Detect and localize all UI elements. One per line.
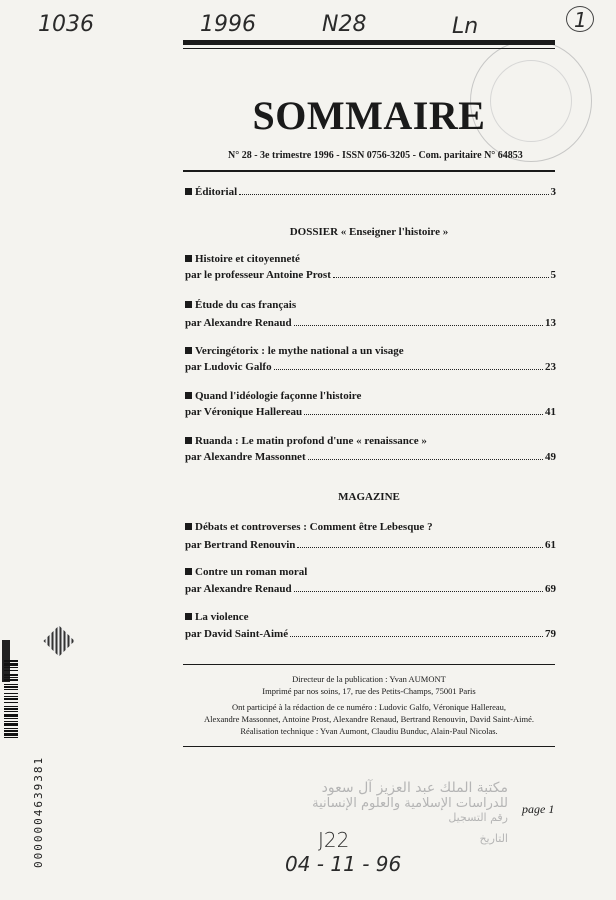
toc-entry-title <box>185 521 433 533</box>
toc-editorial <box>185 186 556 198</box>
barcode-number: 0000004639381 <box>32 755 45 868</box>
dot-leader <box>239 194 548 195</box>
entry-title-text: Débats et controverses : Comment être Lebesque ? <box>195 521 433 533</box>
entry-page: 49 <box>545 451 556 463</box>
bullet-square-icon <box>185 347 192 354</box>
entry-page: 23 <box>545 361 556 373</box>
entry-title-text: La violence <box>195 611 249 623</box>
toc-entry-title <box>185 566 307 578</box>
handwritten-year: 1996 <box>200 12 256 37</box>
stamp-arabic-line-3: رقم التسجيل <box>448 811 508 824</box>
dot-leader <box>297 547 543 548</box>
dot-leader <box>294 325 543 326</box>
toc-entry-author <box>185 269 556 281</box>
toc-entry-title <box>185 390 361 402</box>
stamp-date: 04 - 11 - 96 <box>285 852 402 876</box>
toc-entry-author <box>185 317 556 329</box>
dot-leader <box>294 591 543 592</box>
toc-entry-author <box>185 406 556 418</box>
bullet-square-icon <box>185 255 192 262</box>
toc-entry-title <box>185 299 296 311</box>
toc-entry-author <box>185 539 556 551</box>
credits-block <box>183 673 555 737</box>
bullet-square-icon <box>185 613 192 620</box>
bullet-square-icon <box>185 523 192 530</box>
dot-leader <box>274 369 543 370</box>
logo-diamond-icon <box>43 625 74 656</box>
dossier-heading: DOSSIER « Enseigner l'histoire » <box>289 226 449 238</box>
toc-entry-author <box>185 361 556 373</box>
entry-title-text: Étude du cas français <box>195 299 297 311</box>
entry-author-text: par David Saint-Aimé <box>185 628 289 640</box>
toc-entry-author <box>185 628 556 640</box>
dot-leader <box>308 459 543 460</box>
credits-rule-top <box>183 664 555 665</box>
dot-leader <box>304 414 543 415</box>
credits-printed: Imprimé par nos soins, 17, rue des Petits-Champs, 75001 Paris <box>262 686 476 696</box>
credits-contributors-2: Alexandre Massonnet, Antoine Prost, Alexandre Renaud, Bertrand Renouvin, David Saint-Aimé. <box>203 714 535 724</box>
entry-author-text: par Alexandre Massonnet <box>185 451 306 463</box>
credits-rule-bottom <box>183 746 555 747</box>
entry-author-text: par Alexandre Renaud <box>185 583 292 595</box>
credits-technical: Réalisation technique : Yvan Aumont, Claudiu Bunduc, Alain-Paul Nicolas. <box>240 726 498 736</box>
toc-entry-title <box>185 435 427 447</box>
entry-title-text: Ruanda : Le matin profond d'une « renaissance » <box>195 435 427 447</box>
entry-author-text: par le professeur Antoine Prost <box>185 269 331 281</box>
issue-line: N° 28 - 3e trimestre 1996 - ISSN 0756-3205 - Com. paritaire N° 64853 <box>228 150 523 161</box>
entry-title-text: Contre un roman moral <box>195 566 308 578</box>
page-title: SOMMAIRE <box>252 93 486 138</box>
barcode <box>4 660 18 860</box>
page-label: page 1 <box>522 802 555 816</box>
toc-entry-title <box>185 253 300 265</box>
dot-leader <box>290 636 543 637</box>
entry-author-text: par Ludovic Galfo <box>185 361 272 373</box>
magazine-heading: MAGAZINE <box>338 491 400 503</box>
stamp-number: J22 <box>318 828 350 852</box>
handwritten-number: N28 <box>322 12 367 37</box>
entry-title-text: Quand l'idéologie façonne l'histoire <box>195 390 362 402</box>
stamp-arabic-line-2: للدراسات الإسلامية والعلوم الإنسانية <box>312 796 508 811</box>
arabic-stamp <box>268 780 508 845</box>
bullet-square-icon <box>185 392 192 399</box>
stamp-arabic-line-4: التاريخ <box>479 832 508 845</box>
barcode-bar <box>4 738 18 740</box>
header-rule-thin <box>183 48 555 49</box>
entry-author-text: par Bertrand Renouvin <box>185 539 296 551</box>
corner-circle <box>566 6 594 32</box>
bullet-square-icon <box>185 301 192 308</box>
toc-editorial-page: 3 <box>550 186 556 198</box>
entry-page: 5 <box>550 269 556 281</box>
entry-page: 13 <box>545 317 556 329</box>
handwritten-ref: 1036 <box>38 12 94 37</box>
handwritten-corner: 1 <box>574 8 587 32</box>
entry-author-text: par Véronique Hallereau <box>185 406 303 418</box>
entry-title-text: Histoire et citoyenneté <box>195 253 300 265</box>
toc-entry-title <box>185 611 248 623</box>
entry-title-text: Vercingétorix : le mythe national a un visage <box>195 345 404 357</box>
toc-entry-author <box>185 451 556 463</box>
toc-entry-author <box>185 583 556 595</box>
entry-author-text: par Alexandre Renaud <box>185 317 292 329</box>
bullet-square-icon <box>185 188 192 195</box>
toc-editorial-label: Éditorial <box>195 186 238 198</box>
title-rule <box>183 170 555 172</box>
entry-page: 61 <box>545 539 556 551</box>
bullet-square-icon <box>185 437 192 444</box>
entry-page: 69 <box>545 583 556 595</box>
entry-page: 79 <box>545 628 556 640</box>
handwritten-initials: Ln <box>452 14 479 39</box>
toc-entry-title <box>185 345 404 357</box>
entry-page: 41 <box>545 406 556 418</box>
credits-contributors-1: Ont participé à la rédaction de ce numéro : Ludovic Galfo, Véronique Hallereau, <box>231 702 507 712</box>
stamp-arabic-line-1: مكتبة الملك عبد العزيز آل سعود <box>321 780 508 796</box>
dot-leader <box>333 277 549 278</box>
header-rule-thick <box>183 40 555 45</box>
credits-director: Directeur de la publication : Yvan AUMONT <box>292 674 446 684</box>
bullet-square-icon <box>185 568 192 575</box>
